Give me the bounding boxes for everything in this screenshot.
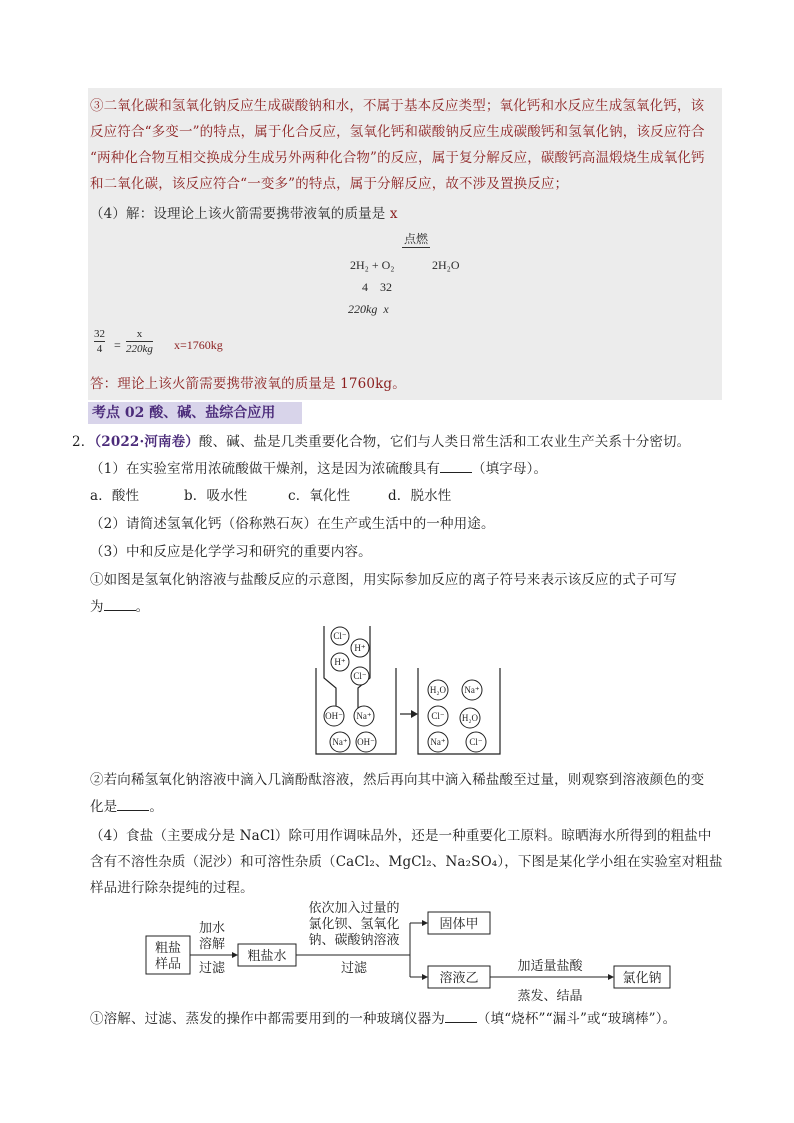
reaction-condition: 点燃 [404, 232, 429, 246]
question-part3-1a: ①如图是氢氧化钠溶液与盐酸反应的示意图，用实际参加反应的离子符号来表示该反应的式子可写 [90, 572, 677, 588]
equation-ratio: 4 32 [362, 280, 392, 294]
right-beaker-ion-label: H₂O [461, 713, 479, 723]
question-part3: （3）中和反应是化学学习和研究的重要内容。 [90, 544, 372, 560]
flow-step2-filter-label: 过滤 [340, 960, 368, 975]
dropper-ion-label: Cl⁻ [333, 631, 347, 641]
dropper-ion-label: Cl⁻ [353, 671, 367, 681]
fraction-bar-1 [94, 341, 105, 342]
arrow-icon [411, 710, 418, 718]
option-a: a．酸性 [90, 488, 140, 504]
flow-step3-label: 加适量盐酸 [517, 958, 583, 973]
purification-flowchart [140, 900, 680, 1004]
answer-part4-prefix: （4）解：设理论上该火箭需要携带液氧的质量是 [90, 206, 386, 222]
arrow-icon [608, 974, 614, 980]
question-part4-1-text: ①溶解、过滤、蒸发的操作中都需要用到的一种玻璃仪器为 [90, 1011, 445, 1027]
option-c: c．氧化性 [288, 488, 351, 504]
answer-line-2: 反应符合“多变一”的特点，属于化合反应，氢氧化钙和碳酸钠反应生成碳酸钙和氢氧化钠，该反应符合 [90, 124, 705, 140]
right-beaker-ion-label: Cl⁻ [469, 737, 483, 747]
fraction-bar-2 [126, 341, 153, 342]
question-part1-text: （1）在实验室常用浓硫酸做干燥剂，这是因为浓硫酸具有 [90, 461, 440, 477]
question-source: （2022·河南卷） [94, 434, 199, 450]
left-beaker-ion-label: OH⁻ [357, 737, 375, 747]
question-part4-b: 含有不溶性杂质（泥沙）和可溶性杂质（CaCl₂、MgCl₂、Na₂SO₄），下图是某化学小组在实验室对粗盐 [90, 854, 723, 870]
right-beaker-ion-label: H₂O [429, 685, 447, 695]
arrow-icon [422, 974, 428, 980]
question-number: 2． [72, 434, 95, 450]
question-stem [72, 432, 690, 452]
fraction-numerator-2: x [136, 328, 143, 340]
section-header: 考点 02 酸、碱、盐综合应用 [88, 402, 302, 424]
equation-left: 2H₂ + O₂ [350, 258, 395, 272]
left-beaker-ion-label: Na⁺ [332, 737, 348, 747]
right-beaker-ion-label: Cl⁻ [431, 711, 445, 721]
question-part2: （2）请简述氢氧化钙（俗称熟石灰）在生产或生活中的一种用途。 [90, 516, 495, 532]
answer-part4-var: x [389, 206, 398, 222]
flow-step1-label: 加水 [198, 920, 226, 935]
flow-step2-label: 钠、碳酸钠溶液 [308, 932, 400, 947]
flow-start-label: 粗盐 [154, 940, 182, 955]
flow-mid-label: 粗盐水 [247, 948, 287, 963]
equation-right: 2H₂O [432, 258, 460, 272]
question-stem-text: 酸、碱、盐是几类重要化合物，它们与人类日常生活和工农业生产关系十分密切。 [198, 434, 691, 450]
question-part3-2b-end: 。 [149, 799, 163, 815]
dropper-ion-label: H⁺ [334, 657, 346, 667]
answer-result: x=1760kg [174, 338, 223, 352]
fraction-denominator-1: 4 [96, 343, 103, 355]
right-beaker-ion-label: Na⁺ [430, 737, 446, 747]
dropper-ion-label: H⁺ [354, 643, 366, 653]
left-beaker-ion-label: OH⁻ [325, 711, 343, 721]
right-beaker-ion-label: Na⁺ [464, 685, 480, 695]
question-part3-1b-end: 。 [135, 599, 150, 615]
flow-step2-label: 氯化钡、氢氧化 [308, 916, 400, 931]
answer-blank-2[interactable] [104, 596, 136, 611]
answer-line-3: “两种化合物互相交换成分生成另外两种化合物”的反应，属于复分解反应，碳酸钙高温煅烧生成氧化钙 [90, 150, 705, 166]
flow-start-label: 样品 [154, 956, 182, 971]
question-part1-tail: （填字母）。 [472, 461, 548, 477]
answer-blank-1[interactable] [440, 458, 472, 473]
equation-given: 220kg x [348, 302, 389, 316]
question-part4-1-tail: （填“烧杯”“漏斗”或“玻璃棒”）。 [476, 1011, 677, 1027]
question-part4-c: 样品进行除杂提纯的过程。 [90, 880, 254, 896]
flow-step1-label: 溶解 [198, 936, 226, 951]
arrow-icon [422, 920, 428, 926]
answer-part4 [90, 204, 398, 224]
question-part3-2a: ②若向稀氢氧化钠溶液中滴入几滴酚酞溶液，然后再向其中滴入稀盐酸至过量，则观察到溶液颜色的变 [90, 772, 705, 788]
flow-step3-bottom-label: 蒸发、结晶 [517, 988, 583, 1003]
answer-final: 答：理论上该火箭需要携带液氧的质量是 1760kg。 [90, 376, 406, 392]
proportion-fraction-2 [126, 328, 153, 355]
answer-line-4: 和二氧化碳，该反应符合“一变多”的特点，属于分解反应，故不涉及置换反应； [90, 176, 569, 192]
equals-sign: = [114, 338, 121, 352]
flow-out2-label: 溶液乙 [439, 970, 479, 985]
question-part3-2b [90, 796, 163, 817]
question-part1 [90, 458, 547, 479]
fraction-numerator-1: 32 [94, 328, 105, 340]
answer-blank-3[interactable] [117, 796, 149, 811]
flow-out1-label: 固体甲 [439, 916, 479, 931]
fraction-denominator-2: 220kg [126, 343, 153, 355]
option-d: d．脱水性 [388, 488, 452, 504]
question-part3-1b-text: 为 [90, 599, 104, 615]
left-beaker-ion-label: Na⁺ [356, 711, 372, 721]
question-part4-a: （4）食盐（主要成分是 NaCl）除可用作调味品外，还是一种重要化工原料。晾晒海水所得到的粗盐中 [90, 828, 712, 844]
question-part3-1b [90, 596, 149, 617]
flow-step1-filter-label: 过滤 [198, 960, 226, 975]
option-b: b．吸水性 [184, 488, 248, 504]
arrow-icon [232, 952, 238, 958]
neutralization-diagram [310, 624, 506, 758]
question-part4-1 [90, 1008, 676, 1029]
answer-blank-4[interactable] [445, 1008, 477, 1023]
flow-final-label: 氯化钠 [622, 970, 662, 985]
proportion-fraction-1 [94, 328, 105, 355]
question-part3-2b-text: 化是 [90, 799, 118, 815]
flow-step2-label: 依次加入过量的 [308, 900, 400, 915]
answer-line-1: ③二氧化碳和氢氧化钠反应生成碳酸钠和水，不属于基本反应类型；氧化钙和水反应生成氢氧化钙，该 [90, 98, 705, 114]
